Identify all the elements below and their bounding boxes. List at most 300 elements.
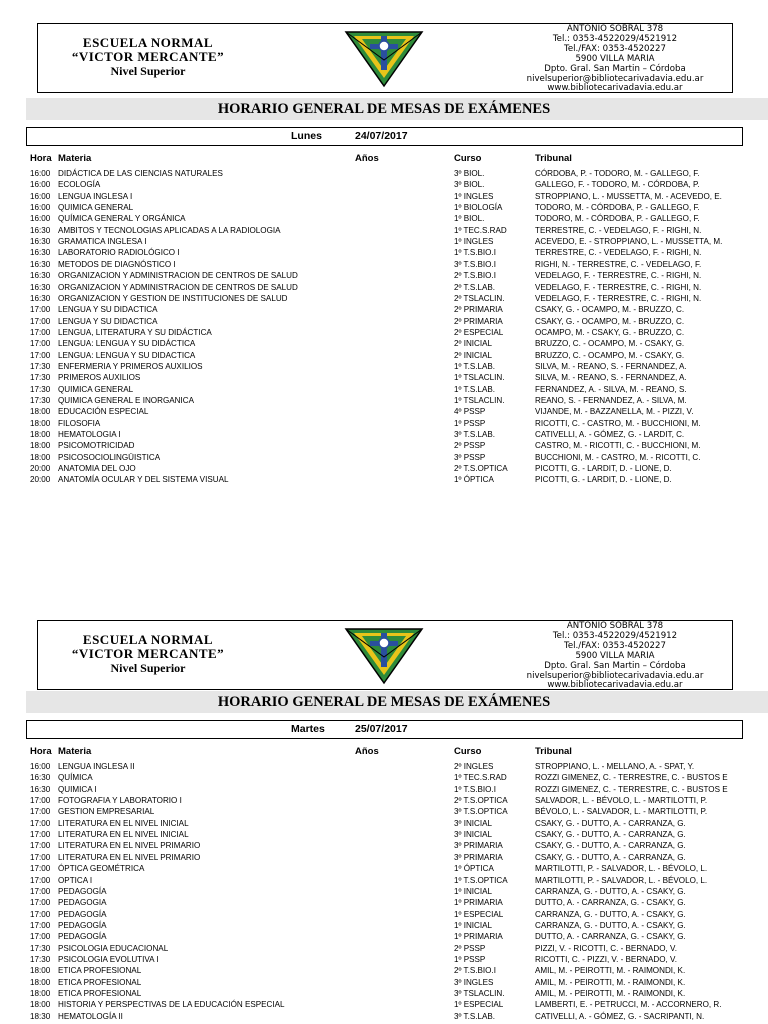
cell-curso: 2º PSSP: [454, 441, 486, 451]
table-row: [0, 191, 768, 202]
table-row: [0, 999, 768, 1010]
table-row: [0, 361, 768, 372]
cell-curso: 1º ÓPTICA: [454, 864, 494, 874]
cell-hora: 17:00: [30, 327, 51, 337]
cell-materia: LENGUA Y SU DIDACTICA: [58, 316, 158, 326]
address-phone: Tel.: 0353-4522029/4521912: [552, 33, 678, 44]
cell-tribunal: CSAKY, G. - DUTTO, A. - CARRANZA, G.: [535, 830, 686, 840]
school-name: [48, 36, 248, 78]
cell-hora: 16:00: [30, 169, 51, 178]
cell-hora: 16:30: [30, 225, 51, 235]
table-row: [0, 761, 768, 772]
cell-tribunal: TERRESTRE, C. - VEDELAGO, F. - RIGHI, N.: [535, 225, 702, 235]
cell-hora: 18:00: [30, 441, 51, 451]
table-row: [0, 818, 768, 829]
cell-tribunal: RICOTTI, C. - PIZZI, V. - BERNADO, V.: [535, 954, 677, 964]
column-header-materia: Materia: [58, 746, 92, 757]
cell-curso: 2º PRIMARIA: [454, 305, 503, 315]
cell-curso: 1º PRIMARIA: [454, 932, 503, 942]
day-name: Martes: [291, 723, 325, 735]
table-row: [0, 429, 768, 440]
cell-hora: 17:30: [30, 943, 51, 953]
cell-curso: 2º INICIAL: [454, 339, 493, 349]
column-header-tribunal: Tribunal: [535, 153, 572, 164]
cell-hora: 17:30: [30, 384, 51, 394]
cell-materia: ENFERMERIA Y PRIMEROS AUXILIOS: [58, 361, 203, 371]
table-row: [0, 977, 768, 988]
cell-materia: LENGUA Y SU DIDACTICA: [58, 305, 158, 315]
cell-hora: 17:30: [30, 954, 51, 964]
cell-tribunal: OCAMPO, M. - CSAKY, G. - BRUZZO, C.: [535, 327, 685, 337]
cell-hora: 18:00: [30, 452, 51, 462]
cell-curso: 3º INGLES: [454, 977, 494, 987]
cell-hora: 17:00: [30, 807, 51, 817]
table-row: [0, 965, 768, 976]
cell-tribunal: SILVA, M. - REANO, S. - FERNANDEZ, A.: [535, 361, 687, 371]
cell-hora: 16:30: [30, 248, 51, 258]
cell-tribunal: CATIVELLI, A. - GÓMEZ, G. - LARDIT, C.: [535, 430, 685, 440]
cell-materia: PEDAGOGÍA: [58, 886, 107, 896]
table-row: [0, 338, 768, 349]
address-fax: Tel./FAX: 0353-4520227: [564, 640, 666, 651]
day-date: 25/07/2017: [355, 723, 408, 735]
cell-materia: LENGUA: LENGUA Y SU DIDACTICA: [58, 350, 196, 360]
page-title: HORARIO GENERAL DE MESAS DE EXÁMENES: [217, 101, 551, 117]
column-header-materia: Materia: [58, 153, 92, 164]
cell-tribunal: RIGHI, N. - TERRESTRE, C. - VEDELAGO, F.: [535, 259, 702, 269]
cell-curso: 3º T.S.LAB.: [454, 1011, 496, 1021]
cell-curso: 1º PRIMARIA: [454, 898, 503, 908]
cell-curso: 2º T.S.OPTICA: [454, 796, 508, 806]
cell-curso: 3º PSSP: [454, 452, 486, 462]
table-row: [0, 875, 768, 886]
cell-hora: 16:00: [30, 180, 51, 190]
table-row: [0, 213, 768, 224]
table-row: [0, 829, 768, 840]
cell-curso: 2º PRIMARIA: [454, 316, 503, 326]
cell-curso: 3º TSLACLIN.: [454, 989, 505, 998]
cell-tribunal: SALVADOR, L. - BÉVOLO, L. - MARTILOTTI, P.: [535, 796, 708, 806]
cell-curso: 3º PRIMARIA: [454, 841, 503, 851]
cell-hora: 18:00: [30, 418, 51, 428]
cell-tribunal: MARTILOTTI, P. - SALVADOR, L. - BÉVOLO, L.: [535, 864, 708, 874]
column-header-curso: Curso: [454, 153, 482, 164]
table-row: [0, 282, 768, 293]
cell-materia: PEDAGOGÍA: [58, 909, 107, 919]
cell-materia: PSICOMOTRICIDAD: [58, 441, 135, 451]
cell-tribunal: PICOTTI, G. - LARDIT, D. - LIONE, D.: [535, 475, 672, 485]
cell-tribunal: CATIVELLI, A. - GÓMEZ, G. - SACRIPANTI, N.: [535, 1011, 705, 1021]
cell-materia: PSICOLOGIA EVOLUTIVA I: [58, 954, 159, 964]
cell-hora: 17:00: [30, 796, 51, 806]
cell-tribunal: CSAKY, G. - DUTTO, A. - CARRANZA, G.: [535, 852, 686, 862]
cell-curso: 1º TEC.S.RAD: [454, 225, 507, 235]
table-row: [0, 350, 768, 361]
cell-tribunal: CARRANZA, G. - DUTTO, A. - CSAKY, G.: [535, 909, 686, 919]
cell-curso: 3º INICIAL: [454, 830, 493, 840]
table-row: [0, 372, 768, 383]
cell-hora: 16:30: [30, 282, 51, 292]
cell-hora: 16:30: [30, 293, 51, 303]
cell-tribunal: REANO, S. - FERNANDEZ, A. - SILVA, M.: [535, 396, 687, 405]
cell-hora: 17:00: [30, 898, 51, 908]
cell-curso: 1º T.S.LAB.: [454, 361, 496, 371]
cell-curso: 1º TSLACLIN.: [454, 373, 505, 383]
cell-materia: QUÍMICA GENERAL Y ORGÁNICA: [58, 214, 186, 224]
cell-tribunal: ACEVEDO, E. - STROPPIANO, L. - MUSSETTA, M.: [535, 237, 723, 247]
cell-materia: QUIMICA GENERAL E INORGANICA: [58, 396, 194, 405]
table-row: [0, 179, 768, 190]
cell-materia: ORGANIZACION Y GESTION DE INSTITUCIONES DE SALUD: [58, 293, 288, 303]
cell-curso: 3º T.S.LAB.: [454, 430, 496, 440]
cell-materia: PRIMEROS AUXILIOS: [58, 373, 141, 383]
table-row: [0, 384, 768, 395]
cell-materia: ETICA PROFESIONAL: [58, 989, 142, 998]
address-phone: Tel.: 0353-4522029/4521912: [552, 630, 678, 641]
address-city: 5900 VILLA MARIA: [575, 53, 655, 64]
cell-hora: 20:00: [30, 475, 51, 485]
table-row: [0, 304, 768, 315]
cell-hora: 16:00: [30, 214, 51, 224]
cell-tribunal: CARRANZA, G. - DUTTO, A. - CSAKY, G.: [535, 886, 686, 896]
table-row: [0, 293, 768, 304]
cell-materia: FOTOGRAFIA Y LABORATORIO I: [58, 796, 182, 806]
cell-materia: QUIMICA GENERAL: [58, 384, 134, 394]
cell-hora: 16:00: [30, 191, 51, 201]
table-row: [0, 440, 768, 451]
table-row: [0, 259, 768, 270]
cell-hora: 16:30: [30, 784, 51, 794]
cell-materia: ETICA PROFESIONAL: [58, 966, 142, 976]
table-row: [0, 988, 768, 999]
table-row: [0, 852, 768, 863]
cell-curso: 3º BIOL.: [454, 180, 485, 190]
cell-curso: 2º T.S.BIO.I: [454, 271, 496, 281]
cell-curso: 1º PSSP: [454, 418, 486, 428]
cell-materia: LITERATURA EN EL NIVEL PRIMARIO: [58, 852, 201, 862]
cell-hora: 17:00: [30, 909, 51, 919]
cell-materia: QUÍMICA: [58, 773, 93, 783]
cell-materia: DIDÁCTICA DE LAS CIENCIAS NATURALES: [58, 169, 223, 178]
school-name: [48, 633, 248, 675]
cell-hora: 16:00: [30, 762, 51, 771]
cell-tribunal: AMIL, M. - PEIROTTI, M. - RAIMONDI, K.: [535, 977, 686, 987]
cell-materia: LITERATURA EN EL NIVEL INICIAL: [58, 818, 189, 828]
cell-materia: ÓPTICA GEOMÉTRICA: [58, 864, 145, 874]
table-row: [0, 236, 768, 247]
cell-curso: 1º ESPECIAL: [454, 909, 504, 919]
cell-hora: 17:00: [30, 830, 51, 840]
cell-tribunal: LAMBERTI, E. - PETRUCCI, M. - ACCORNERO, R.: [535, 1000, 722, 1010]
column-header-anios: Años: [355, 153, 379, 164]
letterhead: [37, 620, 733, 690]
cell-tribunal: CARRANZA, G. - DUTTO, A. - CSAKY, G.: [535, 920, 686, 930]
cell-materia: HEMATOLOGÍA II: [58, 1011, 123, 1021]
address-department: Dpto. Gral. San Martin – Córdoba: [544, 63, 686, 74]
cell-tribunal: FERNANDEZ, A. - SILVA, M. - REANO, S.: [535, 384, 687, 394]
cell-tribunal: BÉVOLO, L. - SALVADOR, L. - MARTILOTTI, P.: [535, 807, 708, 817]
address-website[interactable]: www.bibliotecarivadavia.edu.ar: [547, 680, 683, 691]
school-address: [500, 25, 730, 94]
cell-hora: 18:00: [30, 966, 51, 976]
cell-tribunal: BRUZZO, C. - OCAMPO, M. - CSAKY, G.: [535, 350, 685, 360]
address-street: ANTONIO SOBRAL 378: [566, 24, 664, 34]
table-row: [0, 247, 768, 258]
column-header-anios: Años: [355, 746, 379, 757]
address-street: ANTONIO SOBRAL 378: [566, 621, 664, 631]
cell-curso: 1º TSLACLIN.: [454, 396, 505, 405]
column-header-curso: Curso: [454, 746, 482, 757]
cell-materia: QUIMICA I: [58, 784, 97, 794]
cell-materia: LENGUA: LENGUA Y SU DIDÁCTICA: [58, 339, 196, 349]
cell-materia: LABORATORIO RADIOLÓGICO I: [58, 248, 180, 258]
cell-curso: 2º TSLACLIN.: [454, 293, 505, 303]
cell-materia: ANATOMIA DEL OJO: [58, 464, 136, 474]
cell-materia: HEMATOLOGIA I: [58, 430, 121, 440]
cell-materia: GRAMATICA INGLESA I: [58, 237, 147, 247]
address-website[interactable]: www.bibliotecarivadavia.edu.ar: [547, 83, 683, 94]
cell-tribunal: TODORO, M. - CÓRDOBA, P. - GALLEGO, F.: [535, 203, 700, 213]
school-line3: Nivel Superior: [110, 64, 186, 78]
cell-tribunal: RICOTTI, C. - CASTRO, M. - BUCCHIONI, M.: [535, 418, 701, 428]
cell-tribunal: STROPPIANO, L. - MELLANO, A. - SPAT, Y.: [535, 762, 695, 771]
cell-hora: 17:00: [30, 932, 51, 942]
cell-hora: 17:00: [30, 841, 51, 851]
cell-tribunal: TODORO, M. - CÓRDOBA, P. - GALLEGO, F.: [535, 214, 700, 224]
cell-materia: PEDAGOGIA: [58, 898, 107, 908]
cell-curso: 2º ESPECIAL: [454, 327, 504, 337]
cell-curso: 1º BIOL.: [454, 214, 485, 224]
cell-tribunal: MARTILOTTI, P. - SALVADOR, L. - BÉVOLO, L.: [535, 875, 708, 885]
cell-materia: HISTORIA Y PERSPECTIVAS DE LA EDUCACIÓN ESPECIAL: [58, 1000, 285, 1010]
cell-materia: METODOS DE DIAGNÓSTICO I: [58, 259, 176, 269]
cell-hora: 16:30: [30, 271, 51, 281]
cell-tribunal: VEDELAGO, F. - TERRESTRE, C. - RIGHI, N.: [535, 282, 702, 292]
cell-tribunal: STROPPIANO, L. - MUSSETTA, M. - ACEVEDO, E.: [535, 191, 722, 201]
address-email[interactable]: nivelsuperior@bibliotecarivadavia.edu.ar: [526, 73, 704, 84]
cell-hora: 16:00: [30, 203, 51, 213]
school-line2: “VICTOR MERCANTE”: [71, 646, 225, 661]
cell-hora: 16:30: [30, 773, 51, 783]
school-shield-logo-icon: [344, 627, 424, 685]
cell-materia: LENGUA INGLESA II: [58, 762, 135, 771]
cell-curso: 1º BIOLOGÍA: [454, 203, 503, 213]
table-row: [0, 909, 768, 920]
cell-curso: 1º PSSP: [454, 954, 486, 964]
cell-curso: 3º BIOL.: [454, 169, 485, 178]
table-row: [0, 886, 768, 897]
table-row: [0, 316, 768, 327]
cell-materia: ECOLOGÍA: [58, 180, 101, 190]
table-row: [0, 772, 768, 783]
table-row: [0, 863, 768, 874]
cell-materia: OPTICA I: [58, 875, 93, 885]
cell-tribunal: ROZZI GIMENEZ, C. - TERRESTRE, C. - BUSTOS E: [535, 773, 728, 783]
table-row: [0, 1011, 768, 1022]
table-row: [0, 225, 768, 236]
cell-curso: 2º INICIAL: [454, 350, 493, 360]
column-header-tribunal: Tribunal: [535, 746, 572, 757]
cell-tribunal: CSAKY, G. - OCAMPO, M. - BRUZZO, C.: [535, 305, 685, 315]
table-row: [0, 418, 768, 429]
cell-curso: 4º PSSP: [454, 407, 486, 417]
cell-hora: 17:00: [30, 316, 51, 326]
table-row: [0, 806, 768, 817]
cell-hora: 16:30: [30, 259, 51, 269]
cell-materia: ETICA PROFESIONAL: [58, 977, 142, 987]
table-row: [0, 897, 768, 908]
cell-materia: LITERATURA EN EL NIVEL PRIMARIO: [58, 841, 201, 851]
address-fax: Tel./FAX: 0353-4520227: [564, 43, 666, 54]
table-row: [0, 943, 768, 954]
cell-hora: 17:00: [30, 886, 51, 896]
cell-hora: 17:00: [30, 864, 51, 874]
cell-hora: 18:00: [30, 430, 51, 440]
cell-materia: PSICOSOCIOLINGÜISTICA: [58, 452, 161, 462]
cell-curso: 1º TEC.S.RAD: [454, 773, 507, 783]
cell-materia: ORGANIZACION Y ADMINISTRACION DE CENTROS DE SALUD: [58, 271, 298, 281]
cell-curso: 1º INGLES: [454, 191, 494, 201]
cell-hora: 18:00: [30, 977, 51, 987]
school-line1: ESCUELA NORMAL: [82, 632, 214, 647]
cell-tribunal: CSAKY, G. - DUTTO, A. - CARRANZA, G.: [535, 818, 686, 828]
cell-materia: LITERATURA EN EL NIVEL INICIAL: [58, 830, 189, 840]
table-row: [0, 463, 768, 474]
cell-materia: EDUCACIÓN ESPECIAL: [58, 407, 149, 417]
cell-curso: 3º T.S.BIO.I: [454, 259, 496, 269]
cell-materia: QUIMICA GENERAL: [58, 203, 134, 213]
cell-hora: 18:00: [30, 1000, 51, 1010]
cell-curso: 1º T.S.LAB.: [454, 384, 496, 394]
cell-hora: 17:00: [30, 920, 51, 930]
cell-hora: 18:00: [30, 989, 51, 998]
cell-tribunal: CÓRDOBA, P. - TODORO, M. - GALLEGO, F.: [535, 169, 700, 178]
column-header-hora: Hora: [30, 153, 52, 164]
cell-tribunal: ROZZI GIMENEZ, C. - TERRESTRE, C. - BUSTOS E: [535, 784, 728, 794]
cell-curso: 2º T.S.BIO.I: [454, 966, 496, 976]
cell-materia: PEDAGOGÍA: [58, 932, 107, 942]
table-row: [0, 784, 768, 795]
cell-tribunal: VEDELAGO, F. - TERRESTRE, C. - RIGHI, N.: [535, 293, 702, 303]
table-row: [0, 474, 768, 485]
day-date: 24/07/2017: [355, 130, 408, 142]
cell-tribunal: CSAKY, G. - OCAMPO, M. - BRUZZO, C.: [535, 316, 685, 326]
cell-curso: 2º PSSP: [454, 943, 486, 953]
cell-curso: 2º T.S.LAB.: [454, 282, 496, 292]
cell-tribunal: AMIL, M. - PEIROTTI, M. - RAIMONDI, K.: [535, 989, 686, 998]
table-row: [0, 840, 768, 851]
cell-tribunal: PICOTTI, G. - LARDIT, D. - LIONE, D.: [535, 464, 672, 474]
cell-hora: 17:30: [30, 361, 51, 371]
table-row: [0, 920, 768, 931]
cell-hora: 17:30: [30, 396, 51, 405]
school-shield-logo-icon: [344, 30, 424, 88]
cell-tribunal: CASTRO, M. - RICOTTI, C. - BUCCHIONI, M.: [535, 441, 701, 451]
cell-materia: PSICOLOGIA EDUCACIONAL: [58, 943, 169, 953]
table-row: [0, 327, 768, 338]
school-line3: Nivel Superior: [110, 661, 186, 675]
table-row: [0, 795, 768, 806]
cell-tribunal: VEDELAGO, F. - TERRESTRE, C. - RIGHI, N.: [535, 271, 702, 281]
cell-materia: LENGUA, LITERATURA Y SU DIDÁCTICA: [58, 327, 212, 337]
cell-curso: 3º T.S.OPTICA: [454, 807, 508, 817]
column-header-hora: Hora: [30, 746, 52, 757]
school-address: [500, 622, 730, 691]
table-row: [0, 931, 768, 942]
cell-curso: 1º T.S.BIO.I: [454, 784, 496, 794]
address-department: Dpto. Gral. San Martin – Córdoba: [544, 660, 686, 671]
day-name: Lunes: [291, 130, 322, 142]
cell-curso: 3º PRIMARIA: [454, 852, 503, 862]
cell-tribunal: CSAKY, G. - DUTTO, A. - CARRANZA, G.: [535, 841, 686, 851]
letterhead: [37, 23, 733, 93]
cell-tribunal: TERRESTRE, C. - VEDELAGO, F. - RIGHI, N.: [535, 248, 702, 258]
cell-hora: 17:30: [30, 373, 51, 383]
cell-materia: LENGUA INGLESA I: [58, 191, 133, 201]
cell-tribunal: DUTTO, A. - CARRANZA, G. - CSAKY, G.: [535, 932, 686, 942]
address-email[interactable]: nivelsuperior@bibliotecarivadavia.edu.ar: [526, 670, 704, 681]
cell-hora: 16:30: [30, 237, 51, 247]
cell-curso: 1º INGLES: [454, 237, 494, 247]
cell-hora: 18:00: [30, 407, 51, 417]
table-row: [0, 395, 768, 406]
cell-tribunal: DUTTO, A. - CARRANZA, G. - CSAKY, G.: [535, 898, 686, 908]
table-row: [0, 270, 768, 281]
table-row: [0, 168, 768, 179]
cell-hora: 20:00: [30, 464, 51, 474]
cell-curso: 1º ESPECIAL: [454, 1000, 504, 1010]
cell-hora: 18:30: [30, 1011, 51, 1021]
cell-tribunal: PIZZI, V. - RICOTTI, C. - BERNADO, V.: [535, 943, 677, 953]
table-row: [0, 406, 768, 417]
cell-curso: 1º INICIAL: [454, 886, 493, 896]
cell-materia: PEDAGOGÍA: [58, 920, 107, 930]
page-title: HORARIO GENERAL DE MESAS DE EXÁMENES: [217, 694, 551, 710]
cell-tribunal: AMIL, M. - PEIROTTI, M. - RAIMONDI, K.: [535, 966, 686, 976]
cell-tribunal: GALLEGO, F. - TODORO, M. - CÓRDOBA, P.: [535, 180, 700, 190]
cell-hora: 17:00: [30, 339, 51, 349]
cell-curso: 2º INGLES: [454, 762, 494, 771]
cell-tribunal: SILVA, M. - REANO, S. - FERNANDEZ, A.: [535, 373, 687, 383]
cell-materia: AMBITOS Y TECNOLOGIAS APLICADAS A LA RADIOLOGIA: [58, 225, 281, 235]
day-header: [26, 720, 743, 739]
cell-tribunal: BRUZZO, C. - OCAMPO, M. - CSAKY, G.: [535, 339, 685, 349]
cell-hora: 17:00: [30, 852, 51, 862]
cell-tribunal: BUCCHIONI, M. - CASTRO, M. - RICOTTI, C.: [535, 452, 701, 462]
table-row: [0, 452, 768, 463]
cell-hora: 17:00: [30, 350, 51, 360]
address-city: 5900 VILLA MARIA: [575, 650, 655, 661]
cell-materia: ANATOMÍA OCULAR Y DEL SISTEMA VISUAL: [58, 475, 229, 485]
cell-tribunal: VIJANDE, M. - BAZZANELLA, M. - PIZZI, V.: [535, 407, 694, 417]
table-row: [0, 202, 768, 213]
cell-curso: 2º T.S.OPTICA: [454, 464, 508, 474]
cell-curso: 3º INICIAL: [454, 818, 493, 828]
cell-materia: FILOSOFIA: [58, 418, 101, 428]
cell-curso: 1º INICIAL: [454, 920, 493, 930]
cell-materia: ORGANIZACION Y ADMINISTRACION DE CENTROS DE SALUD: [58, 282, 298, 292]
day-header: [26, 127, 743, 146]
cell-curso: 1º T.S.OPTICA: [454, 875, 508, 885]
cell-hora: 17:00: [30, 305, 51, 315]
cell-hora: 17:00: [30, 875, 51, 885]
cell-curso: 1º T.S.BIO.I: [454, 248, 496, 258]
table-row: [0, 954, 768, 965]
school-line2: “VICTOR MERCANTE”: [71, 49, 225, 64]
cell-hora: 17:00: [30, 818, 51, 828]
cell-materia: GESTION EMPRESARIAL: [58, 807, 155, 817]
cell-curso: 1º ÓPTICA: [454, 475, 494, 485]
